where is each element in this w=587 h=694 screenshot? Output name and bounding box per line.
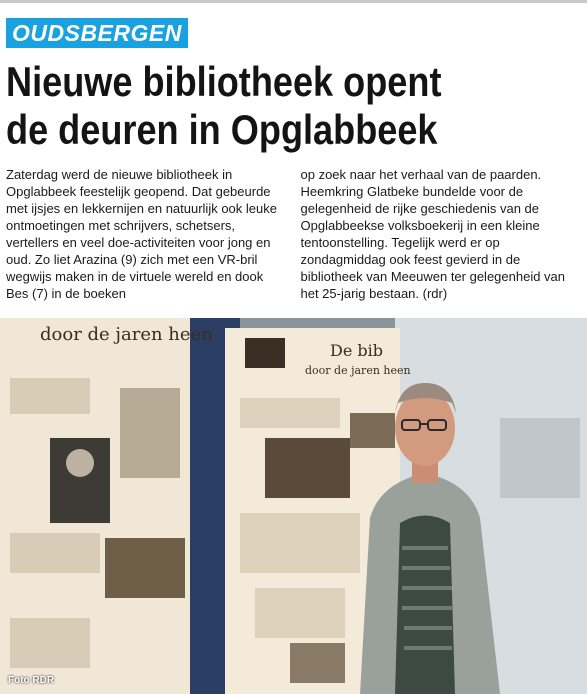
banner-left-textblock <box>10 378 90 414</box>
banner-right-textblock-2 <box>240 513 360 573</box>
section-tag: OUDSBERGEN <box>6 18 188 48</box>
banner-left-heading: door de jaren heen <box>40 324 213 345</box>
headline-line-1: Nieuwe bibliotheek opent <box>6 58 442 105</box>
article-paragraph-2: op zoek naar het verhaal van de paarden. Heemkring Glatbeke bundelde voor de gelegenheid de rijke geschiedenis van de Opglabbeekse volksboekerij in een kleine tentoonstelling. Tegelijk werd er op zondagmiddag ook feest gevierd in de bibliotheek van Meeuwen ter gelegenheid van het 25-jarig bestaan. (rdr) <box>300 167 566 301</box>
banner-right-heading-2: door de jaren heen <box>305 364 411 377</box>
photo-credit: Foto RDR <box>8 675 55 686</box>
banner-right-logo <box>245 338 285 368</box>
banner-right-heading-1: De bib <box>330 341 383 360</box>
article-column-2 <box>301 166 582 306</box>
banner-right-photo-3 <box>290 643 345 683</box>
article-body <box>6 166 581 306</box>
photo-illustration <box>0 318 587 694</box>
article-photo <box>0 318 587 694</box>
man-sweater <box>395 516 455 694</box>
banner-left-document <box>120 388 180 478</box>
banner-right-photo-1 <box>350 413 395 448</box>
headline <box>6 58 501 154</box>
banner-left-caption <box>10 533 100 573</box>
top-rule <box>0 0 587 3</box>
banner-right-photo-2 <box>265 438 350 498</box>
article-paragraph-1: Zaterdag werd de nieuwe bibliotheek in Opglabbeek feestelijk geopend. Dat gebeurde met ijsjes en lekkernijen en natuurlijk ook leuke ontmoetingen met schrijvers, schetsers, vertellers en veel doe-activiteiten voor jong en oud. Zo liet Arazina (9) zich met een VR-bril wegwijs maken in de virtuele wereld en dook Bes (7) in de boeken <box>6 167 277 301</box>
headline-line-2: de deuren in Opglabbeek <box>6 106 438 153</box>
portrait-face <box>66 449 94 477</box>
banner-right-textblock-3 <box>255 588 345 638</box>
article-column-1 <box>6 166 287 306</box>
banner-right-textblock <box>240 398 340 428</box>
historic-building-photo <box>105 538 185 598</box>
bookshelf <box>500 418 580 498</box>
banner-left-textblock-2 <box>10 618 90 668</box>
